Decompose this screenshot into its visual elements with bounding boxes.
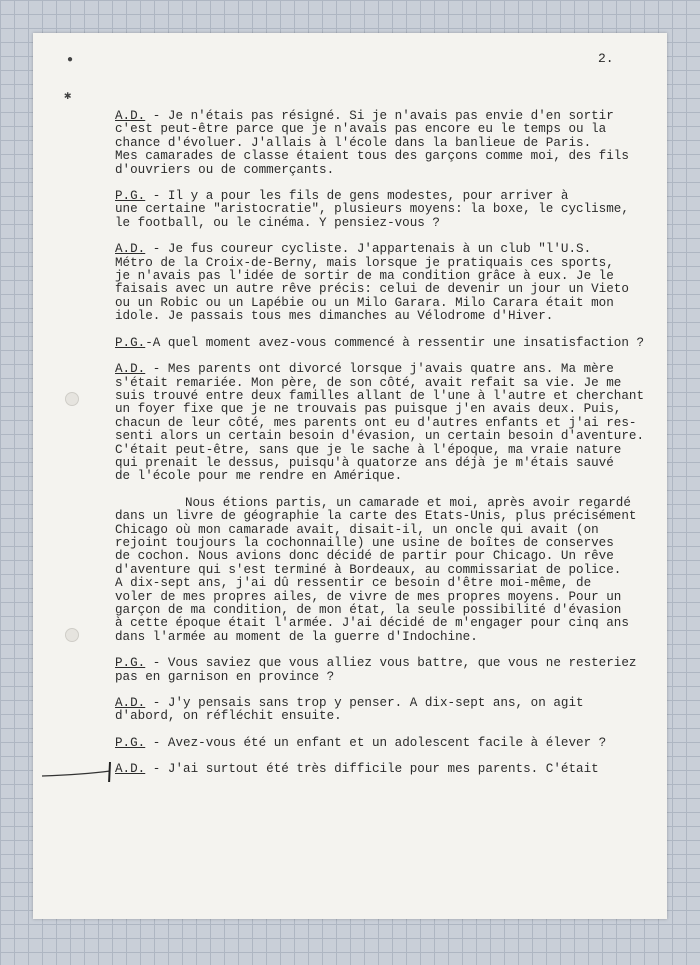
transcript-line: à cette époque était l'armée. J'ai décidé de m'engager pour cinq ans — [115, 616, 629, 631]
transcript-line: -A quel moment avez-vous commencé à ressentir une insatisfaction ? — [145, 335, 645, 350]
line — [115, 550, 660, 563]
line — [115, 217, 660, 230]
line — [115, 444, 660, 457]
transcript-line: Nous étions partis, un camarade et moi, après avoir regardé — [185, 495, 631, 510]
transcript-line: de l'école pour me rendre en Amérique. — [115, 469, 403, 484]
transcript-line: voler de mes propres ailes, de vivre de mes propres moyens. Pour un — [115, 589, 622, 604]
line — [115, 110, 660, 123]
transcript-paragraph — [115, 190, 660, 230]
page-number: 2. — [598, 51, 614, 66]
line — [115, 524, 660, 537]
transcript-line: - Je fus coureur cycliste. J'appartenais à un club "l'U.S. — [145, 242, 592, 257]
transcript-line: garçon de ma condition, de mon état, la seule possibilité d'évasion — [115, 603, 622, 617]
transcript-paragraph — [115, 110, 660, 177]
line — [115, 337, 660, 350]
line — [115, 123, 660, 136]
line — [115, 137, 660, 150]
speaker-label: P.G. — [115, 189, 146, 204]
line — [115, 763, 660, 776]
transcript-line: - J'ai surtout été très difficile pour mes parents. C'était — [145, 762, 599, 777]
punch-hole-icon — [65, 628, 79, 642]
transcript-line: d'ouvriers ou de commerçants. — [115, 162, 335, 177]
transcript-line: senti alors un certain besoin d'évasion, un certain besoin d'aventure. — [115, 429, 645, 444]
transcript-line: un foyer fixe que je ne trouvais pas puisque j'en avais deux. Puis, — [115, 402, 622, 417]
line — [115, 243, 660, 256]
transcript-paragraph — [115, 737, 660, 750]
transcript-line: de cochon. Nous avions donc décidé de partir pour Chicago. Un rêve — [115, 549, 614, 564]
speaker-label: P.G. — [115, 735, 146, 750]
speaker-label: A.D. — [115, 242, 146, 257]
line — [115, 604, 660, 617]
line — [115, 430, 660, 443]
line — [115, 310, 660, 323]
line — [115, 697, 660, 710]
line — [115, 417, 660, 430]
line — [115, 470, 660, 483]
transcript-line: c'est peut-être parce que je n'avais pas encore eu le temps ou la — [115, 122, 607, 137]
line — [115, 203, 660, 216]
line — [115, 283, 660, 296]
transcript-paragraph — [115, 497, 660, 644]
transcript-paragraph — [115, 363, 660, 484]
transcript-line: ou un Robic ou un Lapébie ou un Milo Garara. Milo Carara était mon — [115, 295, 614, 310]
speaker-label: A.D. — [115, 362, 146, 377]
transcript-line: le football, ou le cinéma. Y pensiez-vous ? — [115, 215, 440, 230]
line — [115, 297, 660, 310]
asterisk-mark-icon: ✱ — [64, 89, 72, 103]
line — [115, 671, 660, 684]
transcript-line: - Il y a pour les fils de gens modestes, pour arriver à — [145, 189, 569, 204]
interview-transcript — [115, 110, 660, 790]
line — [115, 257, 660, 270]
transcript-line: - Avez-vous été un enfant et un adolescent facile à élever ? — [145, 735, 607, 750]
transcript-line: rejoint toujours la cochonnaille) une usine de boîtes de conserves — [115, 535, 614, 550]
line — [115, 164, 660, 177]
line — [115, 631, 660, 644]
transcript-line: chacun de leur côté, mes parents ont eu d'autres enfants et j'ai res- — [115, 415, 637, 430]
line — [115, 710, 660, 723]
transcript-line: - Je n'étais pas résigné. Si je n'avais pas envie d'en sortir — [145, 109, 614, 123]
transcript-line: C'était peut-être, sans que je le sache à l'époque, ma vraie nature — [115, 442, 622, 457]
transcript-line: une certaine "aristocratie", plusieurs moyens: la boxe, le cyclisme, — [115, 202, 629, 217]
transcript-paragraph — [115, 763, 660, 776]
pen-stroke-icon — [40, 742, 120, 782]
line — [115, 363, 660, 376]
transcript-line: d'aventure qui s'est terminé à Bordeaux, au commissariat de police. — [115, 562, 622, 577]
speaker-label: A.D. — [115, 109, 146, 123]
line — [115, 577, 660, 590]
transcript-line: Mes camarades de classe étaient tous des garçons comme moi, des fils — [115, 149, 629, 164]
speaker-label: P.G. — [115, 656, 146, 671]
line — [115, 457, 660, 470]
transcript-paragraph — [115, 337, 660, 350]
dot-mark-icon: ● — [67, 55, 74, 66]
line — [115, 657, 660, 670]
transcript-line: chance d'évoluer. J'allais à l'école dans la banlieue de Paris. — [115, 135, 592, 150]
transcript-line: Métro de la Croix-de-Berny, mais lorsque je pratiquais ces sports, — [115, 255, 614, 270]
transcript-line: dans un livre de géographie la carte des Etats-Unis, plus précisément — [115, 509, 637, 524]
transcript-line: idole. Je passais tous mes dimanches au Vélodrome d'Hiver. — [115, 309, 554, 324]
line — [115, 497, 660, 510]
transcript-line: - J'y pensais sans trop y penser. A dix-sept ans, on agit — [145, 696, 584, 711]
line — [115, 190, 660, 203]
transcript-paragraph — [115, 243, 660, 323]
transcript-line: A dix-sept ans, j'ai dû ressentir ce besoin d'être moi-même, de — [115, 576, 592, 591]
transcript-line: s'était remariée. Mon père, de son côté, avait refait sa vie. Je me — [115, 375, 622, 390]
line — [115, 150, 660, 163]
line — [115, 390, 660, 403]
transcript-line: je n'avais pas l'idée de sortir de ma condition grâce à eux. Je le — [115, 269, 614, 284]
transcript-line: qui prenait le dessus, puisqu'à quatorze ans déjà je m'étais sauvé — [115, 455, 614, 470]
line — [115, 403, 660, 416]
line — [115, 564, 660, 577]
transcript-line: - Mes parents ont divorcé lorsque j'avais quatre ans. Ma mère — [145, 362, 614, 377]
line — [115, 537, 660, 550]
line — [115, 270, 660, 283]
transcript-line: - Vous saviez que vous alliez vous battre, que vous ne resteriez — [145, 656, 637, 671]
speaker-label: A.D. — [115, 696, 146, 711]
line — [115, 510, 660, 523]
line — [115, 617, 660, 630]
transcript-line: d'abord, on réfléchit ensuite. — [115, 709, 342, 724]
speaker-label: A.D. — [115, 762, 146, 777]
transcript-paragraph — [115, 697, 660, 724]
punch-hole-icon — [65, 392, 79, 406]
transcript-line: dans l'armée au moment de la guerre d'Indochine. — [115, 629, 478, 644]
line — [115, 377, 660, 390]
transcript-line: suis trouvé entre deux familles allant de l'une à l'autre et cherchant — [115, 388, 645, 403]
line — [115, 591, 660, 604]
transcript-line: pas en garnison en province ? — [115, 669, 335, 684]
transcript-paragraph — [115, 657, 660, 684]
transcript-line: faisais avec un autre rêve précis: celui de devenir un jour un Vieto — [115, 282, 629, 297]
speaker-label: P.G. — [115, 335, 146, 350]
transcript-line: Chicago où mon camarade avait, disait-il, un oncle qui avait (on — [115, 522, 599, 537]
line — [115, 737, 660, 750]
